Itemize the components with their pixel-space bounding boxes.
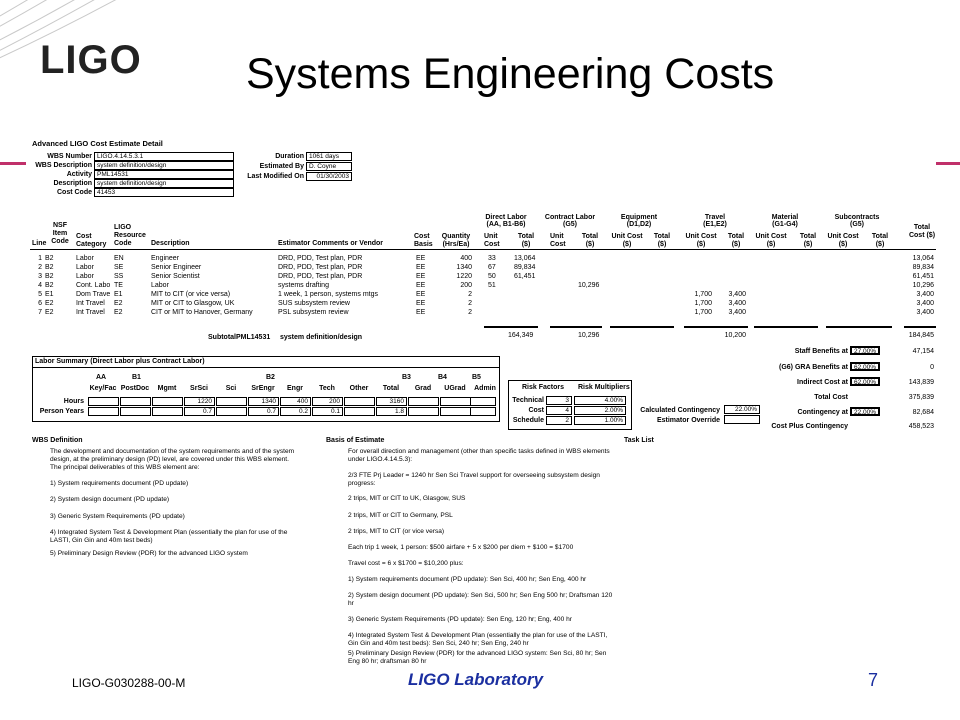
labor-col-header: SrSci	[190, 385, 208, 392]
risk-multiplier-value: 2.00%	[574, 406, 626, 415]
col-header-total-cost: Total Cost ($)	[908, 224, 936, 240]
cell-description: Labor	[151, 282, 169, 289]
cell-total: 89,834	[912, 264, 934, 271]
col-header-unit-cost-s: Unit Cost ($)	[611, 233, 643, 249]
totals-label: (G6) GRA Benefits at	[779, 364, 848, 371]
accent-line-left	[0, 162, 26, 165]
labor-col-header: UGrad	[444, 385, 466, 392]
labor-col-header: Engr	[287, 385, 303, 392]
col-header-total: Total ($)	[653, 233, 671, 249]
cell-dl-total: 89,834	[514, 264, 536, 271]
cell-basis: EE	[416, 291, 426, 298]
group-header: Travel	[704, 214, 726, 221]
cell-dl-unit: 33	[488, 255, 496, 262]
totals-label: Contingency at	[797, 409, 848, 416]
hours-cell	[470, 397, 496, 406]
cell-basis: EE	[416, 255, 426, 262]
labor-group-aa: AA	[96, 374, 107, 381]
hours-cell	[120, 397, 151, 406]
cell-estimator: DRD, PDD, Test plan, PDR	[278, 273, 363, 280]
labor-group-b4: B4	[438, 374, 447, 381]
col-header-total: Total ($)	[727, 233, 745, 249]
cell-estimator: 1 week, 1 person, systems mtgs	[278, 291, 378, 298]
cell-quantity: 2	[468, 309, 472, 316]
labor-col-header: SrEngr	[251, 385, 275, 392]
group-header: Contract Labor	[544, 214, 596, 221]
cell-estimator: PSL subsystem review	[278, 309, 349, 316]
group-header: Subcontracts	[834, 214, 880, 221]
person-years-cell: 0.2	[280, 407, 311, 416]
labor-group-b2: B2	[266, 374, 275, 381]
hours-cell: 400	[280, 397, 311, 406]
hours-cell	[88, 397, 119, 406]
person-years-cell	[440, 407, 471, 416]
col-header-line: Line	[32, 240, 47, 247]
info-label: Cost Code	[57, 189, 92, 196]
totals-label: Total Cost	[814, 394, 848, 401]
totals-value: 458,523	[908, 423, 934, 430]
cell-nsf: E2	[45, 309, 54, 316]
totals-label: Cost Plus Contingency	[771, 423, 848, 430]
wbs-paragraph: 5) Preliminary Design Review (PDR) for the advanced LIGO system	[50, 550, 248, 557]
risk-item-label: Cost	[528, 407, 544, 414]
labor-col-header: Tech	[319, 385, 335, 392]
basis-paragraph: 5) Preliminary Design Review (PDR) for the advanced LIGO system: Sen Sci, 80 hr; Sen Eng 80 hr; draftsman 80 hr	[348, 650, 607, 666]
basis-paragraph: Each trip 1 week, 1 person: $500 airfare + 5 x $200 per diem + $100 = $1700	[348, 544, 574, 551]
cell-description: MIT to CIT (or vice versa)	[151, 291, 231, 298]
cell-cl-total: 10,296	[578, 282, 600, 289]
col-header-total: Total ($)	[517, 233, 535, 249]
labor-col-header: Other	[349, 385, 369, 392]
cell-tr-unit: 1,700	[694, 309, 712, 316]
basis-paragraph: 1) System requirements document (PD update): Sen Sci, 400 hr; Sen Eng, 400 hr	[348, 576, 587, 583]
hours-cell	[216, 397, 247, 406]
footer-laboratory: LIGO Laboratory	[408, 670, 544, 689]
cell-quantity: 400	[460, 255, 472, 262]
info-value: LIGO.4.14.5.3.1	[94, 152, 234, 161]
cell-line: 6	[38, 300, 42, 307]
totals-value: 82,684	[912, 409, 934, 416]
cell-resource: EN	[114, 255, 124, 262]
cell-category: Dom Trave	[76, 291, 111, 298]
basis-paragraph: 2 trips, MIT or CIT to UK, Glasgow, SUS	[348, 495, 466, 502]
hours-label: Hours	[63, 398, 84, 405]
group-header: Equipment	[620, 214, 658, 221]
cell-dl-total: 61,451	[514, 273, 536, 280]
meta-value: D. Coyne	[306, 162, 352, 171]
cell-nsf: B2	[45, 273, 54, 280]
cell-dl-unit: 67	[488, 264, 496, 271]
subtotal-rule	[684, 326, 748, 328]
cell-total: 3,400	[916, 309, 934, 316]
basis-paragraph: 2 trips, MIT or CIT to Germany, PSL	[348, 512, 453, 519]
group-header-sub: (D1,D2)	[626, 221, 652, 228]
subtotal-rule	[754, 326, 818, 328]
cell-dl-total: 13,064	[514, 255, 536, 262]
labor-group-b5: B5	[472, 374, 481, 381]
cell-basis: EE	[416, 300, 426, 307]
hours-cell	[408, 397, 439, 406]
cell-nsf: B2	[45, 282, 54, 289]
cell-estimator: DRD, PDD, Test plan, PDR	[278, 255, 363, 262]
totals-rate: 27.00%	[850, 346, 880, 355]
person-years-cell	[152, 407, 183, 416]
info-label: WBS Number	[47, 153, 92, 160]
labor-group-b1: B1	[132, 374, 141, 381]
subtotal-desc: system definition/design	[280, 334, 363, 341]
cell-resource: SS	[114, 273, 124, 280]
cell-quantity: 2	[468, 291, 472, 298]
cell-basis: EE	[416, 264, 426, 271]
labor-summary-heading: Labor Summary (Direct Labor plus Contract Labor)	[35, 358, 205, 365]
risk-item-label: Schedule	[512, 417, 544, 424]
person-years-cell: 0.7	[248, 407, 279, 416]
person-years-cell	[470, 407, 496, 416]
subtotal-rule	[484, 326, 538, 328]
cell-category: Int Travel	[76, 309, 105, 316]
cell-category: Labor	[76, 273, 94, 280]
risk-factor-value: 2	[546, 416, 572, 425]
meta-label: Duration	[275, 153, 304, 160]
person-years-cell: 1.8	[376, 407, 407, 416]
cell-category: Labor	[76, 264, 94, 271]
cell-category: Labor	[76, 255, 94, 262]
cell-resource: E2	[114, 300, 123, 307]
group-header-sub: (AA, B1-B6)	[486, 221, 526, 228]
hours-cell: 3160	[376, 397, 407, 406]
group-header-sub: (E1,E2)	[703, 221, 727, 228]
risk-item-label: Technical	[512, 397, 544, 404]
cost-estimate-document	[30, 134, 942, 666]
labor-col-header: PostDoc	[120, 385, 150, 392]
col-header-cost-category: Cost Category	[76, 233, 107, 249]
hours-cell: 1220	[184, 397, 215, 406]
col-header-cost-basis: Cost Basis	[414, 233, 433, 249]
cell-basis: EE	[416, 282, 426, 289]
cell-description: Engineer	[151, 255, 180, 262]
col-header-nsf: NSF Item Code	[51, 222, 69, 246]
basis-paragraph: Travel cost = 6 x $1700 = $10,200 plus:	[348, 560, 464, 567]
cell-basis: EE	[416, 309, 426, 316]
person-years-cell	[120, 407, 151, 416]
cell-resource: TE	[114, 282, 123, 289]
wbs-paragraph: The development and documentation of the system requirements and of the system design, at the preliminary design (PD) level, are covered under this WBS element. The principal deliverables of this WBS element are:	[50, 448, 295, 472]
risk-multiplier-value: 4.00%	[574, 396, 626, 405]
person-years-cell: 0.7	[184, 407, 215, 416]
risk-multipliers-label: Risk Multipliers	[578, 384, 630, 391]
wbs-paragraph: 4) Integrated System Test & Development Plan (essentially the plan for use of the LASTI, Gin Gin and 40m test beds)	[50, 529, 288, 545]
risk-factor-value: 4	[546, 406, 572, 415]
cell-estimator: DRD, PDD, Test plan, PDR	[278, 264, 363, 271]
info-label: Description	[53, 180, 92, 187]
cell-line: 2	[38, 264, 42, 271]
meta-value: 01/30/2003	[306, 172, 352, 181]
totals-value: 47,154	[912, 348, 934, 355]
cell-total: 13,064	[912, 255, 934, 262]
labor-col-header: Total	[382, 385, 400, 392]
hours-cell	[344, 397, 375, 406]
col-header-unit-cost-s: Unit Cost ($)	[685, 233, 717, 249]
basis-paragraph: 2 trips, MIT to CIT (or vice versa)	[348, 528, 445, 535]
labor-group-b3: B3	[402, 374, 411, 381]
basis-paragraph: For overall direction and management (other than specific tasks defined in WBS elements under LIGO.4.14.5.3):	[348, 448, 610, 464]
cell-dl-unit: 50	[488, 273, 496, 280]
cell-total: 61,451	[912, 273, 934, 280]
subtotal-code: PML14531	[236, 334, 271, 341]
calc-contingency-value: 22.00%	[724, 405, 760, 414]
risk-factor-value: 3	[546, 396, 572, 405]
ligo-logo: LIGO	[40, 38, 142, 82]
labor-col-header: Admin	[474, 385, 496, 392]
document-heading: Advanced LIGO Cost Estimate Detail	[32, 139, 163, 148]
totals-rate: 62.00%	[850, 362, 880, 371]
totals-label: Staff Benefits at	[794, 348, 848, 355]
group-header: Direct Labor	[485, 214, 527, 221]
group-header-sub: (G1-G4)	[772, 221, 798, 228]
wbs-paragraph: 2) System design document (PD update)	[50, 496, 170, 503]
info-label: Activity	[66, 171, 92, 178]
subtotal-rule	[550, 326, 602, 328]
info-value: 41453	[94, 188, 234, 197]
cell-quantity: 200	[460, 282, 472, 289]
meta-label: Estimated By	[259, 163, 304, 170]
person-years-cell: 0.1	[312, 407, 343, 416]
person-years-cell	[88, 407, 119, 416]
info-value: PML14531	[94, 170, 234, 179]
cell-tr-total: 3,400	[728, 291, 746, 298]
cell-line: 7	[38, 309, 42, 316]
info-value: system definition/design	[94, 161, 234, 170]
subtotal-rule	[826, 326, 892, 328]
basis-paragraph: 4) Integrated System Test & Development Plan (essentially the plan for use of the LASTI, Gin Gin and 40m test beds): Sen Sci, 240 hr; Sen Eng, 240 hr	[348, 632, 608, 648]
col-header-unit-cost-s: Unit Cost ($)	[827, 233, 859, 249]
cell-description: CIT or MIT to Hanover, Germany	[151, 309, 253, 316]
cell-line: 5	[38, 291, 42, 298]
col-header-unit-cost: Unit Cost	[484, 233, 500, 249]
cell-total: 3,400	[916, 291, 934, 298]
wbs-paragraph: 1) System requirements document (PD update)	[50, 480, 189, 487]
person-years-cell	[344, 407, 375, 416]
header-rule	[30, 249, 936, 250]
cell-line: 4	[38, 282, 42, 289]
cell-line: 3	[38, 273, 42, 280]
person-years-cell	[216, 407, 247, 416]
wbs-paragraph: 3) Generic System Requirements (PD update)	[50, 513, 185, 520]
hours-cell	[440, 397, 471, 406]
group-header: Material	[771, 214, 799, 221]
labor-summary-rule	[32, 367, 500, 368]
col-header-total: Total ($)	[581, 233, 599, 249]
cell-tr-total: 3,400	[728, 309, 746, 316]
cell-tr-unit: 1,700	[694, 300, 712, 307]
cell-description: Senior Scientist	[151, 273, 200, 280]
labor-col-header: Key/Fac	[89, 385, 117, 392]
estimator-override-label: Estimator Override	[656, 417, 720, 424]
subtotal-rule	[904, 326, 936, 328]
group-header-sub: (G5)	[850, 221, 864, 228]
cell-quantity: 2	[468, 300, 472, 307]
cell-tr-unit: 1,700	[694, 291, 712, 298]
labor-col-header: Sci	[225, 385, 237, 392]
cell-quantity: 1220	[456, 273, 472, 280]
subtotal-tr-total: 10,200	[724, 332, 746, 339]
cell-nsf: B2	[45, 264, 54, 271]
info-value: system definition/design	[94, 179, 234, 188]
cell-estimator: systems drafting	[278, 282, 329, 289]
cell-nsf: E2	[45, 300, 54, 307]
page-number: 7	[868, 670, 879, 690]
cell-dl-unit: 51	[488, 282, 496, 289]
subtotal-total: 184,845	[908, 332, 934, 339]
col-header-estimator: Estimator Comments or Vendor	[278, 240, 384, 247]
col-header-description: Description	[151, 240, 190, 247]
totals-label: Indirect Cost at	[797, 379, 848, 386]
basis-paragraph: 2) System design document (PD update): Sen Sci, 500 hr; Sen Eng 500 hr; Draftsman 120 hr	[348, 592, 613, 608]
meta-value: 1061 days	[306, 152, 352, 161]
cell-total: 3,400	[916, 300, 934, 307]
basis-paragraph: 3) Generic System Requirements (PD update): Sen Eng, 120 hr; Eng, 400 hr	[348, 616, 572, 623]
cell-quantity: 1340	[456, 264, 472, 271]
cell-tr-total: 3,400	[728, 300, 746, 307]
footer-document-id: LIGO-G030288-00-M	[72, 676, 186, 690]
totals-rate: 62.00%	[850, 377, 880, 386]
cell-description: MIT or CIT to Glasgow, UK	[151, 300, 235, 307]
person-years-cell	[408, 407, 439, 416]
hours-cell	[152, 397, 183, 406]
subtotal-dl-total: 164,349	[508, 332, 534, 339]
meta-label: Last Modified On	[247, 173, 304, 180]
slide-title: Systems Engineering Costs	[246, 50, 775, 98]
col-header-quantity: Quantity (Hrs/Ea)	[441, 233, 471, 249]
cell-resource: SE	[114, 264, 124, 271]
cell-resource: E2	[114, 309, 123, 316]
cell-description: Senior Engineer	[151, 264, 202, 271]
estimator-override-value	[724, 415, 760, 424]
info-label: WBS Description	[35, 162, 92, 169]
subtotal-cl-total: 10,296	[578, 332, 600, 339]
col-header-total: Total ($)	[871, 233, 889, 249]
calc-contingency-label: Calculated Contingency	[640, 407, 720, 414]
cell-category: Cont. Labo	[76, 282, 111, 289]
labor-col-header: Grad	[414, 385, 432, 392]
risk-factors-label: Risk Factors	[522, 384, 565, 391]
group-header-sub: (G5)	[563, 221, 577, 228]
col-header-unit-cost-s: Unit Cost ($)	[755, 233, 787, 249]
col-header-ligo-resource: LIGO Resource Code	[114, 224, 146, 248]
col-header-unit-cost: Unit Cost	[550, 233, 566, 249]
hours-cell: 200	[312, 397, 343, 406]
col-header-total: Total ($)	[799, 233, 817, 249]
cell-total: 10,296	[912, 282, 934, 289]
cell-basis: EE	[416, 273, 426, 280]
subtotal-label: Subtotal	[208, 334, 236, 341]
totals-value: 143,839	[908, 379, 934, 386]
task-list-heading: Task List	[624, 437, 654, 444]
hours-cell: 1340	[248, 397, 279, 406]
labor-col-header: Mgmt	[157, 385, 177, 392]
risk-multiplier-value: 1.00%	[574, 416, 626, 425]
cell-estimator: SUS subsystem review	[278, 300, 350, 307]
cell-nsf: E1	[45, 291, 54, 298]
cell-category: Int Travel	[76, 300, 105, 307]
totals-value: 375,839	[908, 394, 934, 401]
wbs-definition-heading: WBS Definition	[32, 437, 83, 444]
totals-rate: 22.00%	[850, 407, 880, 416]
cell-line: 1	[38, 255, 42, 262]
cell-nsf: B2	[45, 255, 54, 262]
totals-value: 0	[930, 364, 934, 371]
cell-resource: E1	[114, 291, 123, 298]
basis-paragraph: 2/3 FTE Prj Leader = 1240 hr Sen Sci Travel support for overseeing subsystem design progress:	[348, 472, 600, 488]
basis-heading: Basis of Estimate	[326, 437, 385, 444]
person-years-label: Person Years	[39, 408, 84, 415]
subtotal-rule	[610, 326, 674, 328]
